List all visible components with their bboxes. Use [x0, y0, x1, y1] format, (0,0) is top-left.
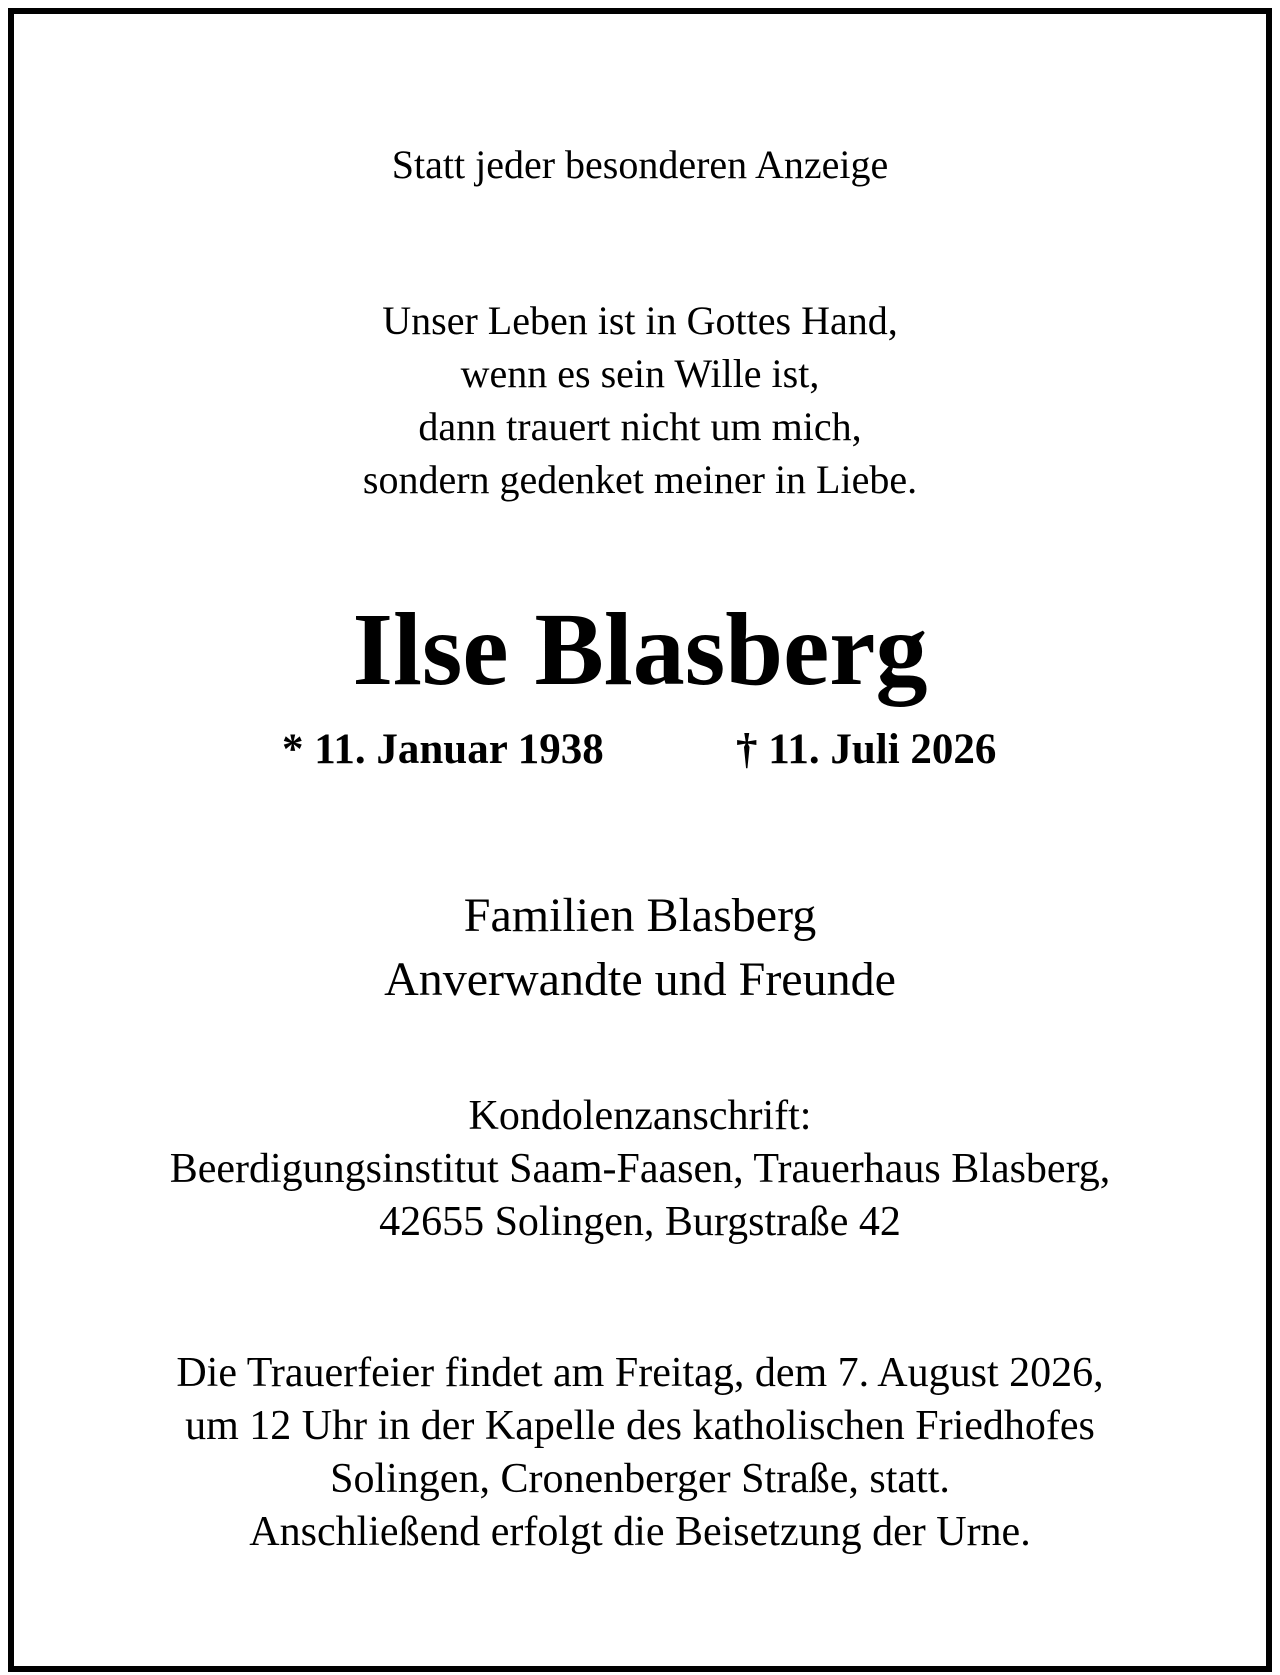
birth-date: * 11. Januar 1938 — [282, 726, 604, 773]
deceased-name: Ilse Blasberg — [352, 592, 928, 707]
condolence-address — [14, 1090, 1266, 1249]
ceremony-line: Solingen, Cronenberger Straße, statt. — [330, 1456, 950, 1502]
verse-line: wenn es sein Wille ist, — [460, 351, 820, 396]
condolence-line: 42655 Solingen, Burgstraße 42 — [379, 1199, 901, 1245]
mourners-line: Anverwandte und Freunde — [384, 953, 896, 1006]
verse-line: sondern gedenket meiner in Liebe. — [362, 457, 918, 502]
ceremony-line: Die Trauerfeier findet am Freitag, dem 7. August 2026, — [176, 1350, 1104, 1396]
obituary-notice — [8, 8, 1272, 1672]
mourners-block — [14, 884, 1266, 1012]
life-dates — [14, 724, 1266, 776]
verse-block — [14, 294, 1266, 506]
verse-line: Unser Leben ist in Gottes Hand, — [382, 298, 898, 343]
ceremony-line: Anschließend erfolgt die Beisetzung der Urne. — [249, 1509, 1031, 1555]
ceremony-info — [14, 1347, 1266, 1559]
notice-header: Statt jeder besonderen Anzeige — [391, 142, 889, 187]
death-date: † 11. Juli 2026 — [736, 726, 997, 773]
condolence-line: Beerdigungsinstitut Saam-Faasen, Trauerhaus Blasberg, — [169, 1146, 1111, 1192]
condolence-label: Kondolenzanschrift: — [468, 1093, 812, 1139]
verse-line: dann trauert nicht um mich, — [418, 404, 862, 449]
ceremony-line: um 12 Uhr in der Kapelle des katholischen Friedhofes — [185, 1403, 1095, 1449]
mourners-line: Familien Blasberg — [463, 889, 817, 942]
